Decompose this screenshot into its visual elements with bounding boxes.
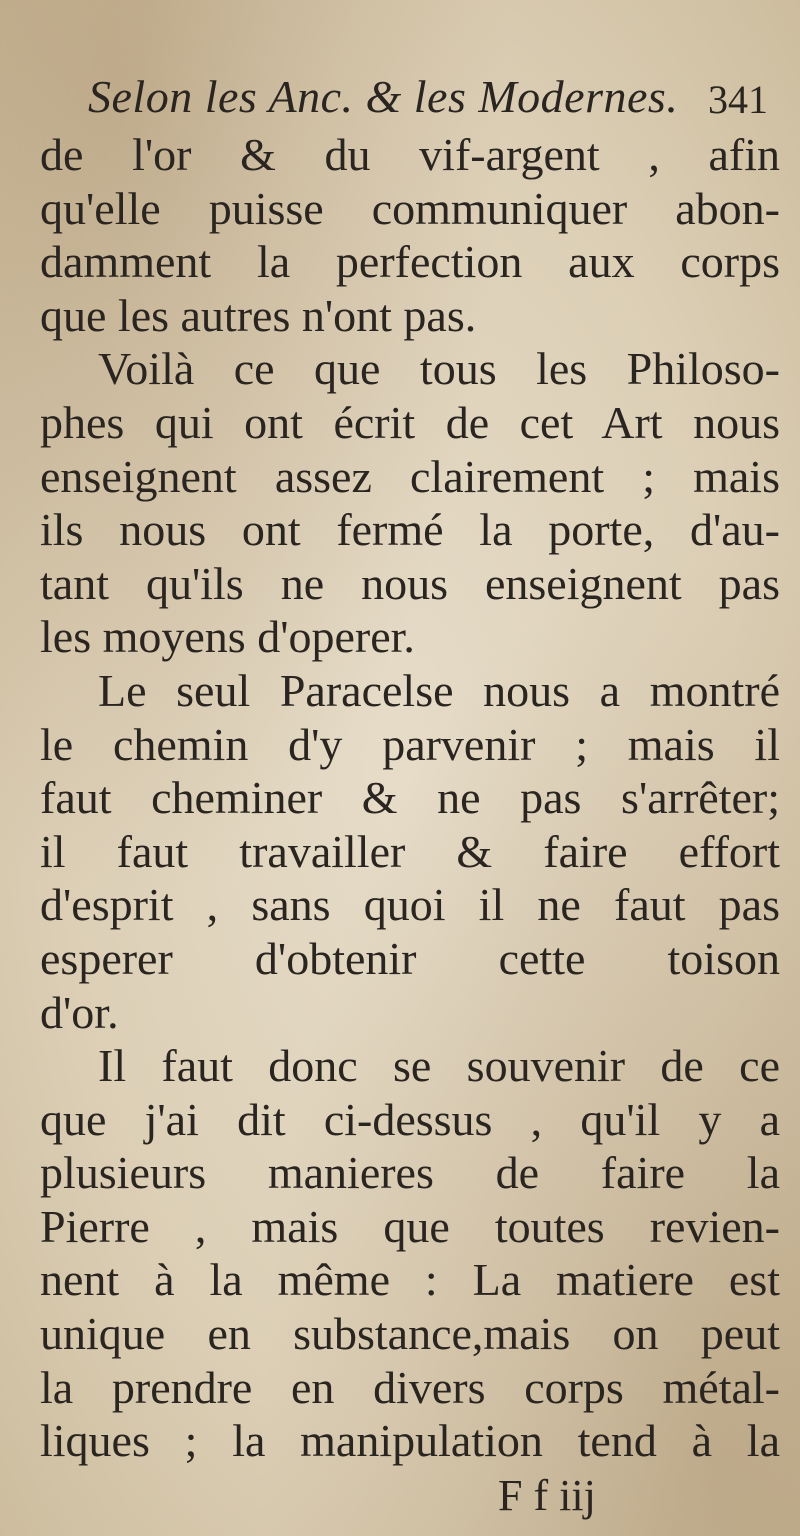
text-line: Pierre , mais que toutes revien- <box>40 1200 780 1252</box>
page-header <box>88 70 768 130</box>
paragraph-start-line: Voilà ce que tous les Philoso- <box>98 343 780 395</box>
text-line: d'or. <box>40 986 119 1038</box>
text-line: que j'ai dit ci-dessus , qu'il y a <box>40 1093 780 1145</box>
text-line: damment la perfection aux corps <box>40 236 780 288</box>
text-line: de l'or & du vif-argent , afin <box>40 129 780 180</box>
text-line: nent à la même : La matiere est <box>40 1254 780 1306</box>
text-line: plusieurs manieres de faire la <box>40 1147 780 1199</box>
text-line: tant qu'ils ne nous enseignent pas <box>40 557 780 609</box>
text-line: liques ; la manipulation tend à la <box>40 1415 780 1467</box>
text-line: la prendre en divers corps métal- <box>40 1361 780 1413</box>
paragraph-start-line: Le seul Paracelse nous a montré <box>98 664 780 716</box>
text-line: d'esprit , sans quoi il ne faut pas <box>40 879 780 931</box>
text-line: qu'elle puisse communiquer abon- <box>40 182 780 234</box>
running-head: Selon les Anc. & les Modernes. <box>88 71 679 122</box>
text-line: enseignent assez clairement ; mais <box>40 450 780 502</box>
text-line: phes qui ont écrit de cet Art nous <box>40 396 780 448</box>
text-line: il faut travailler & faire effort <box>40 825 780 877</box>
text-line: faut cheminer & ne pas s'arrêter; <box>40 772 780 824</box>
text-line: ils nous ont fermé la porte, d'au- <box>40 504 780 556</box>
text-line: le chemin d'y parvenir ; mais il <box>40 718 780 770</box>
text-line: unique en substance,mais on peut <box>40 1308 780 1360</box>
signature-mark: F f iij <box>498 1471 596 1520</box>
paragraph-start-line: Il faut donc se souvenir de ce <box>98 1040 780 1092</box>
text-line: esperer d'obtenir cette toison <box>40 932 780 984</box>
text-line: les moyens d'operer. <box>40 611 415 663</box>
body-text <box>40 128 780 1468</box>
text-line: que les autres n'ont pas. <box>40 289 477 341</box>
page-number: 341 <box>708 77 768 122</box>
